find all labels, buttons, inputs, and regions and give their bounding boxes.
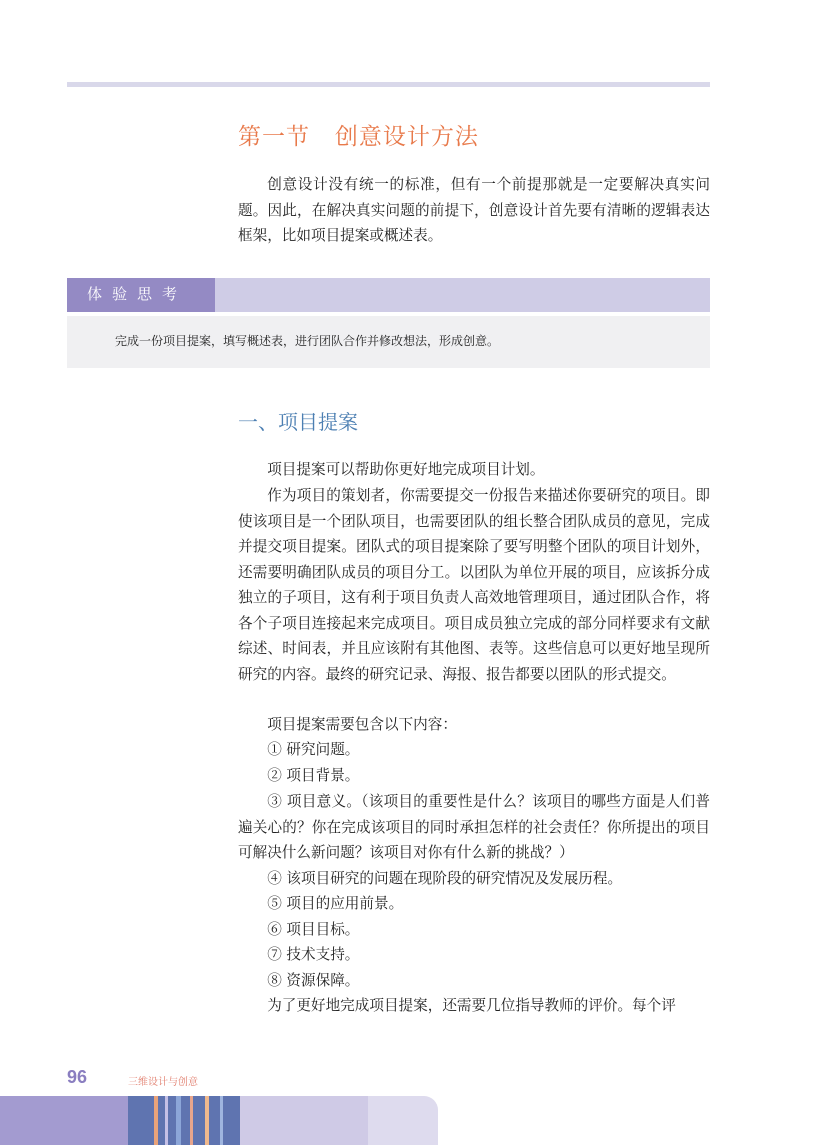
list-item: ② 项目背景。 <box>267 767 360 784</box>
intro-paragraph: 创意设计没有统一的标准，但有一个前提那就是一定要解决真实问题。因此，在解决真实问题的前提下，创意设计首先要有清晰的逻辑表达框架，比如项目提案或概述表。 <box>238 176 710 244</box>
experience-header <box>67 278 710 312</box>
footer-band-segment <box>0 1096 128 1145</box>
paragraph-4: 为了更好地完成项目提案，还需要几位指导教师的评价。每个评 <box>267 997 676 1014</box>
list-item: ⑦ 技术支持。 <box>267 946 360 963</box>
footer-stripe <box>154 1096 158 1145</box>
list-item: ① 研究问题。 <box>267 741 360 758</box>
footer-stripe <box>165 1096 168 1145</box>
paragraph-3: 项目提案需要包含以下内容： <box>267 716 457 733</box>
list-item: ⑥ 项目目标。 <box>267 921 360 938</box>
paragraph-2: 作为项目的策划者，你需要提交一份报告来描述你要研究的项目。即使该项目是一个团队项目，也需要团队的组长整合团队成员的意见，完成并提交项目提案。团队式的项目提案除了要写明整个团队的项目计划外，还需要明确团队成员的项目分工。以团队为单位开展的项目，应该拆分成独立的子项目，这有利于项目负责人高效地管理项目，通过团队合作，将各个子项目连接起来完成项目。项目成员独立完成的部分同样要求有文献综述、时间表，并且应该附有其他图、表等。这些信息可以更好地呈现所研究的内容。最终的研究记录、海报、报告都要以团队的形式提交。 <box>238 487 710 683</box>
book-title: 三维设计与创意 <box>128 1077 198 1088</box>
list-item: ⑧ 资源保障。 <box>267 972 360 989</box>
section-title: 第一节 创意设计方法 <box>238 124 479 150</box>
footer-band-segment <box>128 1096 240 1145</box>
experience-body <box>67 316 710 368</box>
subsection-title: 一、项目提案 <box>238 412 358 434</box>
experience-label: 体验思考 <box>67 278 215 312</box>
list-item: ④ 该项目研究的问题在现阶段的研究情况及发展历程。 <box>267 870 623 887</box>
footer-stripe <box>176 1096 181 1145</box>
footer-band-segment <box>240 1096 368 1145</box>
paragraph-1: 项目提案可以帮助你更好地完成项目计划。 <box>267 461 545 478</box>
list-item: ⑤ 项目的应用前景。 <box>267 895 404 912</box>
footer-stripe <box>190 1096 193 1145</box>
page-number: 96 <box>67 1067 88 1087</box>
experience-text: 完成一份项目提案，填写概述表，进行团队合作并修改想法，形成创意。 <box>115 334 500 348</box>
footer-stripe <box>205 1096 209 1145</box>
footer-decoration <box>0 1096 438 1145</box>
top-rule <box>67 82 710 87</box>
list-item: ③ 项目意义。（该项目的重要性是什么？该项目的哪些方面是人们普遍关心的？你在完成该项目的同时承担怎样的社会责任？你所提出的项目可解决什么新问题？该项目对你有什么新的挑战？） <box>238 793 710 861</box>
footer-stripe <box>220 1096 223 1145</box>
